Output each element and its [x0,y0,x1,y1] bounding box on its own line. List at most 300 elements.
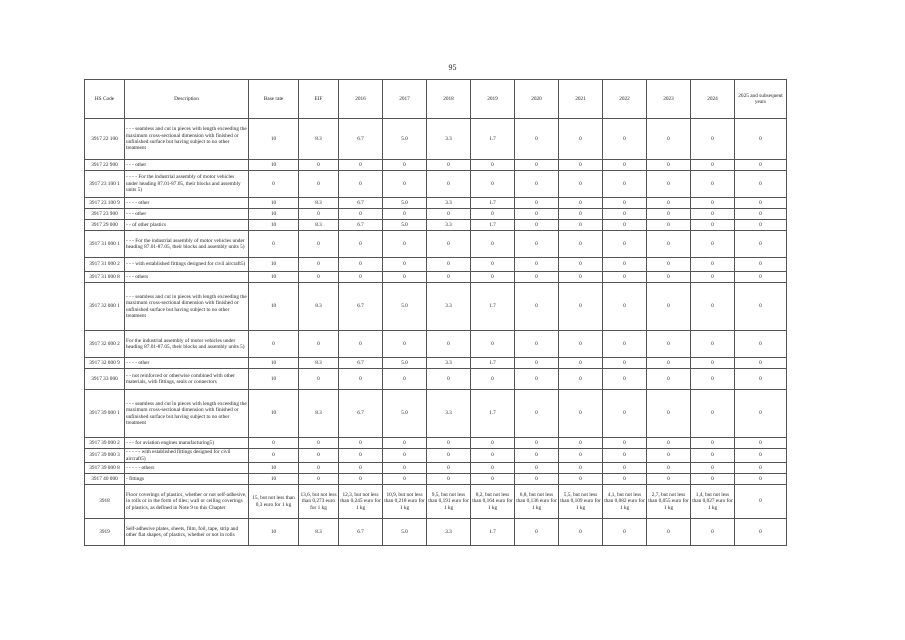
table-row [85,438,787,449]
rate-cell: 0 [647,198,691,209]
rate-cell: 0 [647,390,691,438]
hs-code-cell: 3917 23 100 9 [85,198,125,209]
rate-cell: 0 [603,258,647,272]
rate-cell: 0 [559,449,603,463]
rate-cell: 4,1, but not less than 0,082 euro for 1 kg [603,485,647,519]
rate-cell: 0 [383,171,427,198]
description-cell: - - not reinforced or otherwise combined with other materials, with fittings, seals or connectors [125,369,249,390]
rate-cell: 1.7 [471,358,515,369]
rate-cell: 0 [559,272,603,283]
rate-cell: 0 [735,160,787,171]
rate-cell: 0 [735,198,787,209]
rate-cell: 0 [559,438,603,449]
rate-cell: 0 [735,272,787,283]
rate-cell: 0 [647,220,691,231]
rate-cell: 0 [427,209,471,220]
rate-cell: 0 [735,258,787,272]
column-header: Base rate [249,80,299,119]
rate-cell: 3.3 [427,283,471,331]
column-header: EIF [299,80,339,119]
table-row [85,331,787,358]
rate-cell: 0 [339,160,383,171]
description-cell: - - - - other [125,358,249,369]
table-row [85,390,787,438]
rate-cell: 10 [249,283,299,331]
rate-cell: 0 [515,331,559,358]
hs-code-cell: 3917 32 000 2 [85,331,125,358]
rate-cell: 0 [515,449,559,463]
rate-cell: 0 [735,283,787,331]
rate-cell: 0 [471,160,515,171]
rate-cell: 0 [559,119,603,160]
rate-cell: 0 [647,258,691,272]
rate-cell: 0 [471,209,515,220]
table-row [85,519,787,546]
rate-cell: 0 [559,220,603,231]
rate-cell: 0 [427,231,471,258]
rate-cell: 0 [299,369,339,390]
rate-cell: 0 [383,160,427,171]
rate-cell: 0 [515,474,559,485]
rate-cell: 10 [249,272,299,283]
rate-cell: 0 [691,463,735,474]
rate-cell: 6.7 [339,390,383,438]
rate-cell: 0 [735,358,787,369]
rate-cell: 0 [427,449,471,463]
rate-cell: 10 [249,258,299,272]
rate-cell: 0 [735,331,787,358]
hs-code-cell: 3917 31 000 2 [85,258,125,272]
rate-cell: 0 [647,231,691,258]
hs-code-cell: 3917 39 000 1 [85,390,125,438]
rate-cell: 0 [647,474,691,485]
rate-cell: 0 [427,171,471,198]
rate-cell: 1,4, but not less than 0,027 euro for 1 kg [691,485,735,519]
rate-cell: 0 [603,369,647,390]
description-cell: - - - for aviation engines manufacturing5) [125,438,249,449]
description-cell: Floor coverings of plastics, whether or not self-adhesive, in rolls or in the form of tiles; wall or ceiling coverings of plastics, as defined in Note 9 to this Chapter [125,485,249,519]
rate-cell: 0 [427,331,471,358]
rate-cell: 5.0 [383,119,427,160]
rate-cell: 0 [735,209,787,220]
rate-cell: 0 [515,358,559,369]
rate-cell: 0 [559,283,603,331]
rate-cell: 0 [339,463,383,474]
rate-cell: 0 [339,171,383,198]
rate-cell: 0 [299,171,339,198]
rate-cell: 5.0 [383,198,427,209]
rate-cell: 0 [383,449,427,463]
rate-cell: 0 [515,258,559,272]
column-header: 2017 [383,80,427,119]
rate-cell: 0 [339,449,383,463]
rate-cell: 0 [339,272,383,283]
rate-cell: 0 [559,519,603,546]
rate-cell: 0 [299,474,339,485]
rate-cell: 0 [691,438,735,449]
rate-cell: 0 [515,390,559,438]
rate-cell: 0 [603,449,647,463]
rate-cell: 8,2, but not less than 0,164 euro for 1 kg [471,485,515,519]
column-header: Description [125,80,249,119]
description-cell: For the industrial assembly of motor vehicles under heading 87.01-87.05, their blocks and assembly units 5) [125,331,249,358]
table-row [85,474,787,485]
rate-cell: 0 [249,331,299,358]
rate-cell: 0 [691,231,735,258]
rate-cell: 0 [647,171,691,198]
rate-cell: 0 [647,209,691,220]
rate-cell: 0 [603,438,647,449]
rate-cell: 0 [339,258,383,272]
rate-cell: 3.3 [427,119,471,160]
hs-code-cell: 3917 32 000 1 [85,283,125,331]
rate-cell: 0 [691,272,735,283]
hs-code-cell: 3917 39 000 8 [85,463,125,474]
rate-cell: 1.7 [471,390,515,438]
rate-cell: 0 [691,258,735,272]
hs-code-cell: 3917 23 900 [85,209,125,220]
rate-cell: 0 [383,231,427,258]
hs-code-cell: 3917 32 000 9 [85,358,125,369]
rate-cell: 0 [691,519,735,546]
table-row [85,160,787,171]
rate-cell: 1.7 [471,283,515,331]
rate-cell: 10 [249,220,299,231]
rate-cell: 0 [515,198,559,209]
rate-cell: 0 [735,438,787,449]
hs-code-cell: 3917 22 100 [85,119,125,160]
rate-cell: 0 [383,272,427,283]
table-row [85,369,787,390]
hs-code-cell: 3917 22 900 [85,160,125,171]
rate-cell: 0 [647,438,691,449]
rate-cell: 0 [735,485,787,519]
rate-cell: 0 [603,474,647,485]
column-header: 2023 [647,80,691,119]
rate-cell: 0 [559,390,603,438]
rate-cell: 0 [471,474,515,485]
rate-cell: 0 [603,198,647,209]
rate-cell: 0 [735,474,787,485]
description-cell: - - - other [125,209,249,220]
rate-cell: 1.7 [471,198,515,209]
rate-cell: 12,3, but not less than 0,245 euro for 1 kg [339,485,383,519]
table-row [85,231,787,258]
rate-cell: 2,7, but not less than 0,055 euro for 1 kg [647,485,691,519]
table-row [85,358,787,369]
rate-cell: 0 [691,358,735,369]
rate-cell: 0 [647,463,691,474]
rate-cell: 0 [515,283,559,331]
rate-cell: 3.3 [427,390,471,438]
rate-cell: 0 [299,160,339,171]
rate-cell: 0 [339,369,383,390]
rate-cell: 10 [249,198,299,209]
rate-cell: 8.3 [299,119,339,160]
rate-cell: 0 [603,519,647,546]
rate-cell: 5.0 [383,283,427,331]
rate-cell: 0 [515,519,559,546]
rate-cell: 0 [471,258,515,272]
rate-cell: 0 [603,272,647,283]
rate-cell: 0 [647,519,691,546]
table-row [85,283,787,331]
table-row [85,171,787,198]
column-header: 2018 [427,80,471,119]
rate-cell: 0 [515,231,559,258]
rate-cell: 0 [603,220,647,231]
hs-code-cell: 3917 29 000 [85,220,125,231]
rate-cell: 0 [427,463,471,474]
rate-cell: 0 [647,272,691,283]
rate-cell: 6.7 [339,220,383,231]
rate-cell: 8.3 [299,220,339,231]
rate-cell: 0 [471,331,515,358]
rate-cell: 6,8, but not less than 0,136 euro for 1 kg [515,485,559,519]
rate-cell: 0 [691,160,735,171]
hs-code-cell: 3917 31 000 8 [85,272,125,283]
rate-cell: 5,5, but not less than 0,109 euro for 1 kg [559,485,603,519]
description-cell: - - - For the industrial assembly of motor vehicles under heading 87.01-87.05, their blocks and assembly units 5) [125,231,249,258]
rate-cell: 13,6, but not less than 0,273 euro for 1 kg [299,485,339,519]
rate-cell: 0 [603,231,647,258]
rate-cell: 10 [249,209,299,220]
rate-cell: 0 [515,119,559,160]
rate-cell: 3.3 [427,198,471,209]
tariff-table [84,79,787,546]
description-cell: - fittings [125,474,249,485]
hs-code-cell: 3917 33 000 [85,369,125,390]
description-cell: - - - other [125,160,249,171]
rate-cell: 10 [249,474,299,485]
rate-cell: 15, but not less than 0,3 euro for 1 kg [249,485,299,519]
rate-cell: 0 [383,209,427,220]
rate-cell: 0 [691,369,735,390]
table-row [85,272,787,283]
rate-cell: 0 [603,463,647,474]
rate-cell: 0 [603,119,647,160]
rate-cell: 6.7 [339,358,383,369]
description-cell: - - - - other [125,198,249,209]
rate-cell: 0 [471,449,515,463]
description-cell: - - - with established fittings designed for civil aircraft5) [125,258,249,272]
rate-cell: 0 [471,438,515,449]
rate-cell: 0 [603,390,647,438]
rate-cell: 0 [691,171,735,198]
rate-cell: 6.7 [339,119,383,160]
rate-cell: 0 [299,258,339,272]
rate-cell: 0 [735,220,787,231]
hs-code-cell: 3917 23 100 1 [85,171,125,198]
rate-cell: 0 [299,231,339,258]
rate-cell: 0 [299,449,339,463]
rate-cell: 0 [559,474,603,485]
rate-cell: 0 [339,331,383,358]
rate-cell: 10,9, but not less than 0,218 euro for 1 kg [383,485,427,519]
rate-cell: 0 [339,438,383,449]
column-header: 2016 [339,80,383,119]
rate-cell: 0 [647,449,691,463]
rate-cell: 0 [299,209,339,220]
table-row [85,198,787,209]
rate-cell: 0 [383,463,427,474]
rate-cell: 0 [515,220,559,231]
rate-cell: 0 [339,231,383,258]
rate-cell: 3.3 [427,358,471,369]
rate-cell: 0 [735,519,787,546]
description-cell: - - - seamless and cut in pieces with length exceeding the maximum cross-sectional dimension with finished or unfinished surface but having subject to no other treatment [125,390,249,438]
rate-cell: 0 [647,283,691,331]
rate-cell: 0 [427,474,471,485]
table-row [85,119,787,160]
rate-cell: 9,5, but not less than 0,191 euro for 1 kg [427,485,471,519]
table-row [85,258,787,272]
rate-cell: 0 [249,231,299,258]
rate-cell: 0 [559,171,603,198]
description-cell: Self-adhesive plates, sheets, film, foil, tape, strip and other flat shapes, of plastics, whether or not in rolls [125,519,249,546]
rate-cell: 0 [603,209,647,220]
column-header: 2022 [603,80,647,119]
table-row [85,220,787,231]
rate-cell: 0 [603,358,647,369]
rate-cell: 0 [299,331,339,358]
description-cell: - - - - For the industrial assembly of motor vehicles under heading 87.01-87.05, their blocks and assembly units 5) [125,171,249,198]
column-header: 2025 and subsequent years [735,80,787,119]
rate-cell: 10 [249,119,299,160]
rate-cell: 0 [559,258,603,272]
description-cell: - - - seamless and cut in pieces with length exceeding the maximum cross-sectional dimension with finished or unfinished surface but having subject to no other treatment [125,283,249,331]
description-cell: - - - - - with established fittings designed for civil aircraft5) [125,449,249,463]
rate-cell: 1.7 [471,220,515,231]
description-cell: - - - others [125,272,249,283]
table-row [85,463,787,474]
rate-cell: 0 [559,358,603,369]
hs-code-cell: 3919 [85,519,125,546]
rate-cell: 6.7 [339,198,383,209]
rate-cell: 0 [299,272,339,283]
rate-cell: 0 [471,272,515,283]
rate-cell: 0 [383,438,427,449]
rate-cell: 0 [559,231,603,258]
column-header: 2019 [471,80,515,119]
rate-cell: 5.0 [383,519,427,546]
rate-cell: 0 [559,198,603,209]
rate-cell: 0 [299,438,339,449]
rate-cell: 0 [603,160,647,171]
rate-cell: 6.7 [339,283,383,331]
rate-cell: 5.0 [383,358,427,369]
rate-cell: 0 [471,463,515,474]
rate-cell: 0 [559,160,603,171]
description-cell: - - - - - others [125,463,249,474]
rate-cell: 3.3 [427,220,471,231]
rate-cell: 8.3 [299,198,339,209]
rate-cell: 0 [691,283,735,331]
hs-code-cell: 3918 [85,485,125,519]
rate-cell: 0 [559,463,603,474]
rate-cell: 8.3 [299,283,339,331]
rate-cell: 0 [647,331,691,358]
rate-cell: 0 [427,258,471,272]
rate-cell: 0 [383,474,427,485]
rate-cell: 1.7 [471,519,515,546]
rate-cell: 0 [647,369,691,390]
rate-cell: 0 [647,160,691,171]
rate-cell: 0 [559,369,603,390]
rate-cell: 0 [691,119,735,160]
rate-cell: 0 [691,474,735,485]
rate-cell: 0 [735,231,787,258]
description-cell: - - of other plastics [125,220,249,231]
column-header: 2020 [515,80,559,119]
rate-cell: 0 [427,438,471,449]
rate-cell: 0 [339,474,383,485]
hs-code-cell: 3917 39 000 3 [85,449,125,463]
rate-cell: 0 [735,449,787,463]
hs-code-cell: 3917 40 000 [85,474,125,485]
rate-cell: 0 [249,438,299,449]
rate-cell: 0 [515,160,559,171]
table-row [85,209,787,220]
rate-cell: 0 [471,231,515,258]
rate-cell: 0 [427,160,471,171]
rate-cell: 10 [249,160,299,171]
rate-cell: 0 [515,272,559,283]
column-header: 2021 [559,80,603,119]
rate-cell: 0 [735,119,787,160]
rate-cell: 0 [515,209,559,220]
rate-cell: 0 [515,171,559,198]
hs-code-cell: 3917 39 000 2 [85,438,125,449]
rate-cell: 10 [249,358,299,369]
rate-cell: 0 [735,369,787,390]
rate-cell: 0 [339,209,383,220]
rate-cell: 0 [383,258,427,272]
header-row [85,80,787,119]
rate-cell: 0 [249,449,299,463]
rate-cell: 0 [691,449,735,463]
rate-cell: 0 [559,331,603,358]
rate-cell: 0 [427,272,471,283]
hs-code-cell: 3917 31 000 1 [85,231,125,258]
column-header: HS Code [85,80,125,119]
rate-cell: 0 [691,198,735,209]
rate-cell: 0 [603,331,647,358]
rate-cell: 0 [735,390,787,438]
rate-cell: 5.0 [383,220,427,231]
rate-cell: 0 [691,390,735,438]
rate-cell: 0 [427,369,471,390]
column-header: 2024 [691,80,735,119]
table-row [85,449,787,463]
rate-cell: 0 [735,171,787,198]
rate-cell: 0 [515,369,559,390]
page-number: 95 [448,63,457,72]
rate-cell: 5.0 [383,390,427,438]
rate-cell: 0 [515,463,559,474]
rate-cell: 0 [383,331,427,358]
rate-cell: 0 [691,331,735,358]
rate-cell: 8.3 [299,519,339,546]
rate-cell: 8.3 [299,358,339,369]
rate-cell: 0 [647,358,691,369]
rate-cell: 0 [603,171,647,198]
description-cell: - - - seamless and cut in pieces with length exceeding the maximum cross-sectional dimension with finished or unfinished surface but having subject to no other treatment [125,119,249,160]
rate-cell: 10 [249,369,299,390]
rate-cell: 6.7 [339,519,383,546]
rate-cell: 0 [647,119,691,160]
rate-cell: 8.3 [299,390,339,438]
